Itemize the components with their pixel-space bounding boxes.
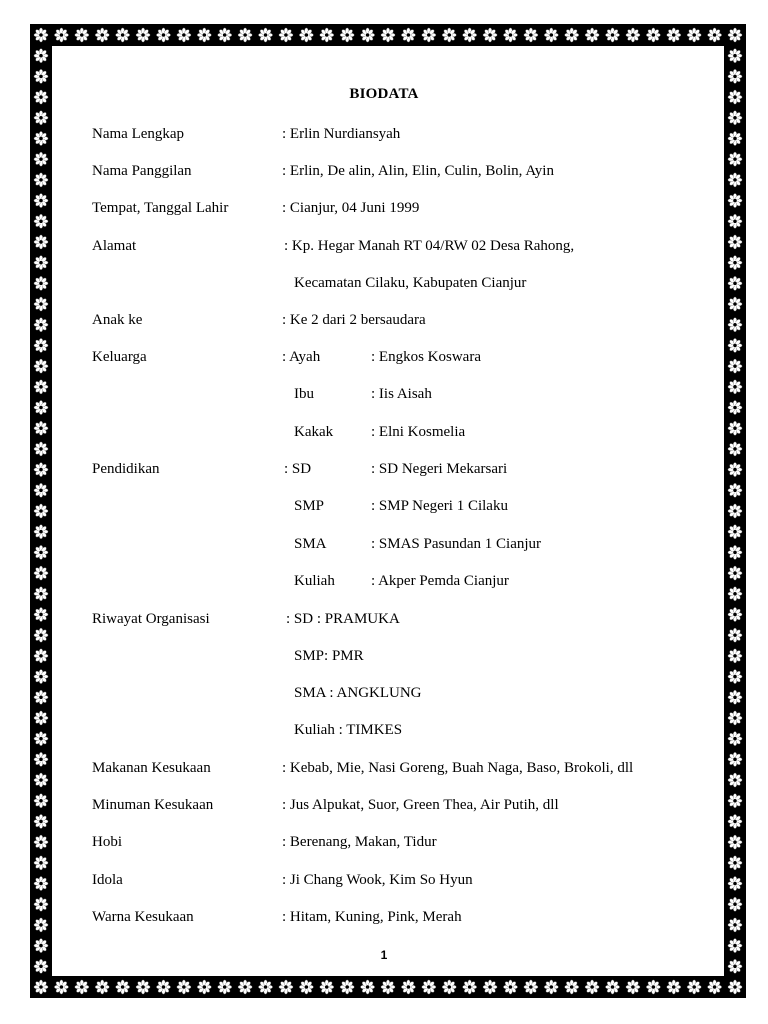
flower-icon <box>34 28 48 42</box>
flower-icon <box>136 28 150 42</box>
flower-icon <box>728 504 742 518</box>
flower-icon <box>728 525 742 539</box>
label-idola: Idola <box>92 872 123 888</box>
flower-icon <box>34 152 48 166</box>
keluarga-key-kakak: Kakak <box>294 424 334 440</box>
label-riwayat-organisasi: Riwayat Organisasi <box>92 611 210 627</box>
flower-icon <box>728 649 742 663</box>
page-number: 1 <box>380 948 388 962</box>
flower-icon <box>728 318 742 332</box>
flower-icon <box>34 214 48 228</box>
label-alamat: Alamat <box>92 238 137 254</box>
flower-icon <box>707 980 721 994</box>
flower-icon <box>728 297 742 311</box>
flower-icon <box>728 566 742 580</box>
flower-icon <box>34 669 48 683</box>
flower-icon <box>34 814 48 828</box>
flower-icon <box>442 980 456 994</box>
flower-icon <box>585 28 599 42</box>
label-warna-kesukaan: Warna Kesukaan <box>92 909 194 925</box>
document-title: BIODATA <box>349 86 419 102</box>
value-makanan-kesukaan: : Kebab, Mie, Nasi Goreng, Buah Naga, Baso, Brokoli, dll <box>282 760 634 776</box>
keluarga-key-ibu: Ibu <box>294 386 314 402</box>
flower-icon <box>728 111 742 125</box>
flower-icon <box>544 28 558 42</box>
flower-icon <box>728 400 742 414</box>
pendidikan-key-sd: : SD <box>284 461 312 477</box>
flower-icon <box>258 28 272 42</box>
flower-icon <box>728 235 742 249</box>
flower-icon <box>34 856 48 870</box>
flower-icon <box>34 380 48 394</box>
flower-icon <box>320 980 334 994</box>
flower-icon <box>687 28 701 42</box>
flower-icon <box>340 980 354 994</box>
value-nama-lengkap: : Erlin Nurdiansyah <box>282 126 401 142</box>
flower-icon <box>728 421 742 435</box>
flower-icon <box>34 835 48 849</box>
flower-icon <box>34 400 48 414</box>
pendidikan-key-sma: SMA <box>294 536 327 552</box>
flower-icon <box>728 131 742 145</box>
keluarga-value-ibu: : Iis Aisah <box>371 386 432 402</box>
flower-icon <box>728 28 742 42</box>
flower-icon <box>34 690 48 704</box>
flower-icon <box>34 876 48 890</box>
value-idola: : Ji Chang Wook, Kim So Hyun <box>282 872 473 888</box>
flower-icon <box>728 628 742 642</box>
flower-icon <box>34 897 48 911</box>
flower-icon <box>34 587 48 601</box>
flower-icon <box>75 980 89 994</box>
flower-icon <box>34 173 48 187</box>
flower-icon <box>34 359 48 373</box>
flower-icon <box>728 897 742 911</box>
flower-icon <box>360 28 374 42</box>
flower-icon <box>728 256 742 270</box>
flower-icon <box>728 794 742 808</box>
flower-icon <box>605 28 619 42</box>
flower-icon <box>728 442 742 456</box>
flower-icon <box>728 69 742 83</box>
value-anak-ke: : Ke 2 dari 2 bersaudara <box>282 312 426 328</box>
flower-icon <box>258 980 272 994</box>
flower-icon <box>299 28 313 42</box>
flower-icon <box>463 980 477 994</box>
value-alamat-line2: Kecamatan Cilaku, Kabupaten Cianjur <box>294 275 527 291</box>
flower-icon <box>218 980 232 994</box>
pendidikan-value-kuliah: : Akper Pemda Cianjur <box>371 573 509 589</box>
flower-icon <box>503 980 517 994</box>
flower-icon <box>646 28 660 42</box>
flower-icon <box>34 752 48 766</box>
flower-icon <box>238 28 252 42</box>
flower-icon <box>156 980 170 994</box>
flower-icon <box>728 835 742 849</box>
label-pendidikan: Pendidikan <box>92 461 160 477</box>
label-anak-ke: Anak ke <box>92 312 143 328</box>
flower-icon <box>728 918 742 932</box>
flower-icon <box>728 752 742 766</box>
flower-icon <box>422 28 436 42</box>
flower-icon <box>34 504 48 518</box>
pendidikan-value-smp: : SMP Negeri 1 Cilaku <box>371 498 508 514</box>
flower-icon <box>728 173 742 187</box>
value-tempat-tanggal-lahir: : Cianjur, 04 Juni 1999 <box>282 200 420 216</box>
flower-icon <box>34 711 48 725</box>
flower-icon <box>177 980 191 994</box>
flower-icon <box>728 856 742 870</box>
flower-icon <box>728 690 742 704</box>
flower-icon <box>116 28 130 42</box>
flower-icon <box>238 980 252 994</box>
flower-icon <box>728 338 742 352</box>
label-tempat-tanggal-lahir: Tempat, Tanggal Lahir <box>92 200 229 216</box>
flower-icon <box>728 49 742 63</box>
flower-icon <box>320 28 334 42</box>
flower-icon <box>95 980 109 994</box>
flower-icon <box>544 980 558 994</box>
flower-icon <box>483 28 497 42</box>
flower-icon <box>381 28 395 42</box>
flower-icon <box>34 566 48 580</box>
pendidikan-key-smp: SMP <box>294 498 325 514</box>
flower-icon <box>626 28 640 42</box>
flower-icon <box>401 28 415 42</box>
label-keluarga: Keluarga <box>92 349 147 365</box>
flower-icon <box>116 980 130 994</box>
flower-icon <box>34 131 48 145</box>
flower-icon <box>565 28 579 42</box>
flower-icon <box>34 773 48 787</box>
flower-icon <box>136 980 150 994</box>
flower-icon <box>626 980 640 994</box>
flower-icon <box>728 587 742 601</box>
flower-icon <box>707 28 721 42</box>
flower-icon <box>34 545 48 559</box>
label-nama-lengkap: Nama Lengkap <box>92 126 185 142</box>
flower-icon <box>34 628 48 642</box>
flower-icon <box>54 980 68 994</box>
value-warna-kesukaan: : Hitam, Kuning, Pink, Merah <box>282 909 462 925</box>
flower-icon <box>279 28 293 42</box>
organisasi-line-sd: : SD : PRAMUKA <box>286 611 400 627</box>
flower-icon <box>728 214 742 228</box>
flower-icon <box>34 256 48 270</box>
flower-icon <box>197 28 211 42</box>
flower-icon <box>585 980 599 994</box>
flower-icon <box>360 980 374 994</box>
flower-icon <box>34 483 48 497</box>
flower-icon <box>34 49 48 63</box>
flower-icon <box>34 463 48 477</box>
flower-icon <box>728 380 742 394</box>
flower-icon <box>605 980 619 994</box>
value-minuman-kesukaan: : Jus Alpukat, Suor, Green Thea, Air Putih, dll <box>282 797 559 813</box>
flower-icon <box>728 483 742 497</box>
flower-icon <box>177 28 191 42</box>
flower-icon <box>728 463 742 477</box>
flower-icon <box>463 28 477 42</box>
flower-icon <box>54 28 68 42</box>
flower-icon <box>34 732 48 746</box>
flower-icon <box>34 421 48 435</box>
keluarga-value-ayah: : Engkos Koswara <box>371 349 481 365</box>
flower-icon <box>279 980 293 994</box>
flower-icon <box>401 980 415 994</box>
flower-icon <box>95 28 109 42</box>
flower-icon <box>34 338 48 352</box>
flower-icon <box>728 276 742 290</box>
flower-icon <box>197 980 211 994</box>
flower-icon <box>728 545 742 559</box>
flower-icon <box>646 980 660 994</box>
flower-icon <box>728 669 742 683</box>
flower-icon <box>503 28 517 42</box>
flower-icon <box>34 111 48 125</box>
flower-icon <box>728 773 742 787</box>
value-nama-panggilan: : Erlin, De alin, Alin, Elin, Culin, Bolin, Ayin <box>282 163 554 179</box>
label-hobi: Hobi <box>92 834 122 850</box>
label-makanan-kesukaan: Makanan Kesukaan <box>92 760 211 776</box>
flower-icon <box>34 442 48 456</box>
flower-icon <box>34 918 48 932</box>
flower-icon <box>218 28 232 42</box>
flower-icon <box>34 794 48 808</box>
flower-icon <box>75 28 89 42</box>
label-nama-panggilan: Nama Panggilan <box>92 163 192 179</box>
flower-icon <box>34 276 48 290</box>
value-alamat-line1: : Kp. Hegar Manah RT 04/RW 02 Desa Rahong, <box>284 238 575 254</box>
flower-icon <box>728 876 742 890</box>
flower-icon <box>728 732 742 746</box>
flower-icon <box>442 28 456 42</box>
pendidikan-value-sma: : SMAS Pasundan 1 Cianjur <box>371 536 542 552</box>
flower-icon <box>667 980 681 994</box>
flower-icon <box>687 980 701 994</box>
flower-icon <box>381 980 395 994</box>
flower-icon <box>667 28 681 42</box>
flower-icon <box>34 193 48 207</box>
pendidikan-key-kuliah: Kuliah <box>294 573 335 589</box>
flower-icon <box>34 297 48 311</box>
flower-icon <box>34 318 48 332</box>
flower-icon <box>524 980 538 994</box>
flower-icon <box>34 980 48 994</box>
flower-icon <box>34 69 48 83</box>
flower-icon <box>524 28 538 42</box>
flower-icon <box>728 711 742 725</box>
flower-icon <box>483 980 497 994</box>
flower-icon <box>34 607 48 621</box>
value-hobi: : Berenang, Makan, Tidur <box>282 834 437 850</box>
flower-icon <box>34 235 48 249</box>
flower-icon <box>422 980 436 994</box>
flower-icon <box>156 28 170 42</box>
flower-icon <box>728 607 742 621</box>
flower-icon <box>728 359 742 373</box>
flower-icon <box>565 980 579 994</box>
flower-icon <box>728 152 742 166</box>
organisasi-line-smp: SMP: PMR <box>294 648 364 664</box>
flower-icon <box>728 193 742 207</box>
flower-icon <box>34 525 48 539</box>
flower-icon <box>34 649 48 663</box>
flower-icon <box>728 980 742 994</box>
organisasi-line-sma: SMA : ANGKLUNG <box>294 685 422 701</box>
organisasi-line-kuliah: Kuliah : TIMKES <box>294 722 403 738</box>
keluarga-value-kakak: : Elni Kosmelia <box>371 424 466 440</box>
label-minuman-kesukaan: Minuman Kesukaan <box>92 797 214 813</box>
pendidikan-value-sd: : SD Negeri Mekarsari <box>371 461 508 477</box>
flower-icon <box>299 980 313 994</box>
keluarga-key-ayah: : Ayah <box>282 349 321 365</box>
flower-icon <box>728 814 742 828</box>
flower-icon <box>340 28 354 42</box>
